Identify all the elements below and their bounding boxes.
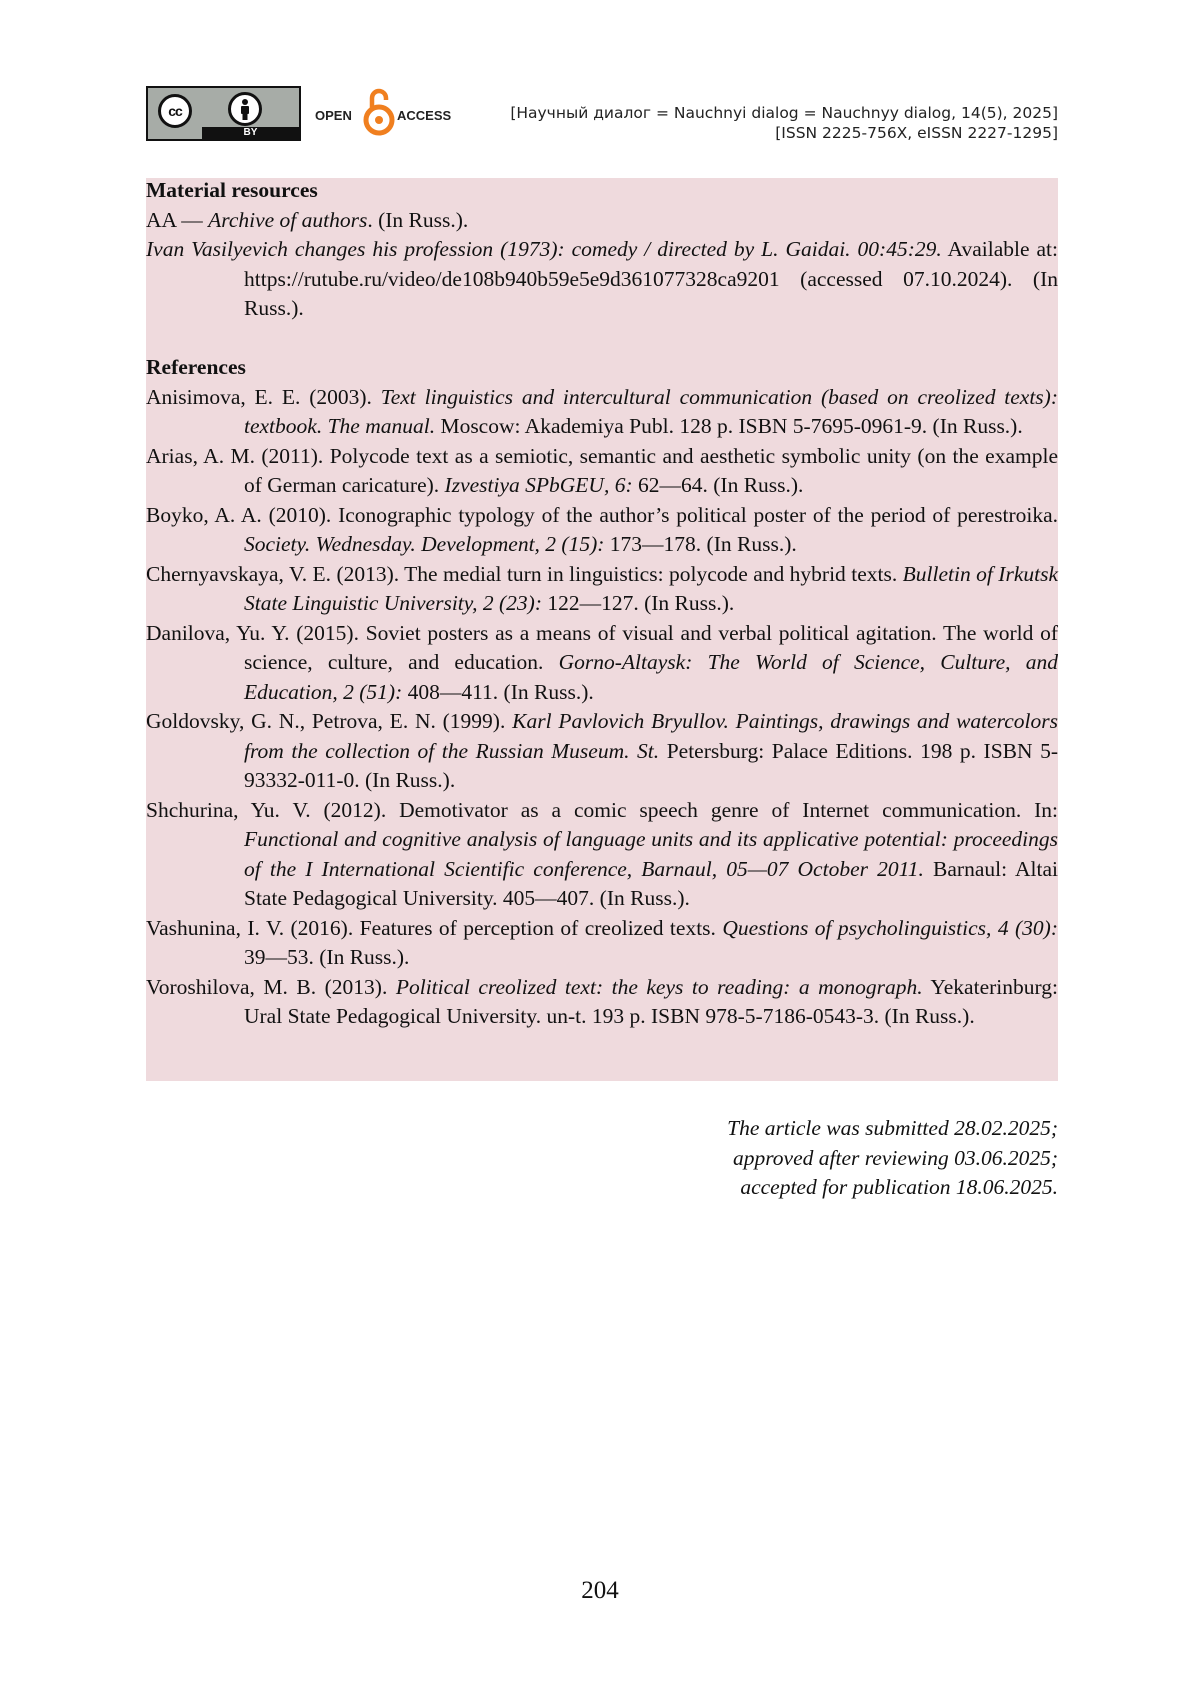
journal-citation-line: [Научный диалог = Nauchnyi dialog = Nauchnyy dialog, 14(5), 2025] xyxy=(510,104,1058,122)
entry-text: . (In Russ.). xyxy=(367,207,469,232)
entry-text: 62—64. (In Russ.). xyxy=(632,473,804,497)
entry-title-italic: Gorno-Altaysk: The World of Science, Culture, and Education, 2 (51): xyxy=(244,650,1058,704)
entry-title-italic: Questions of psycholinguistics, 4 (30): xyxy=(722,915,1058,940)
reference-entry xyxy=(146,501,1058,560)
entry-text: Arias, A. M. (2011). Polycode text as a semiotic, semantic and aesthetic symbolic unity (on the example of German caricature). xyxy=(146,443,1058,497)
entry-text: Chernyavskaya, V. E. (2013). The medial turn in linguistics: polycode and hybrid texts. xyxy=(146,561,903,586)
reference-entry xyxy=(146,383,1058,442)
entry-text: Shchurina, Yu. V. (2012). Demotivator as a comic speech genre of Internet communication. In: xyxy=(146,797,1058,822)
cc-icon: cc xyxy=(158,94,192,128)
entry-title-italic: Political creolized text: the keys to reading: a monograph. xyxy=(395,974,923,999)
entry-text: Moscow: Akademiya Publ. 128 p. ISBN 5-7695-0961-9. (In Russ.). xyxy=(435,414,1023,438)
entry-text: 39—53. (In Russ.). xyxy=(244,945,410,969)
entry-title-italic: Archive of authors xyxy=(208,207,368,232)
entry-text: Boyko, A. A. (2010). Iconographic typology of the author’s political poster of the period of perestroika. xyxy=(146,502,1058,527)
material-resources-heading: Material resources xyxy=(146,178,318,202)
reference-entry xyxy=(146,973,1058,1032)
entry-title-italic: Functional and cognitive analysis of language units and its applicative potential: proceedings of the I International Scientific conference, Barnaul, 05—07 October 2011. xyxy=(244,827,1058,881)
reference-entry xyxy=(146,619,1058,708)
entry-title-italic: Bulletin of Irkutsk State Linguistic University, 2 (23): xyxy=(244,561,1059,615)
reference-entry xyxy=(146,707,1058,796)
entry-text: Available at: https://rutube.ru/video/de108b940b59e5e9d361077328ca9201 (accessed 07.10.2024). (In Russ.). xyxy=(244,237,1058,320)
entry-title-italic: Society. Wednesday. Development, 2 (15): xyxy=(244,532,605,556)
material-resource-entry xyxy=(146,235,1058,324)
entry-title-italic: Karl Pavlovich Bryullov. Paintings, drawings and watercolors from the collection of the Russian Museum. St. xyxy=(244,709,1059,763)
open-access-right-text: ACCESS xyxy=(397,108,452,123)
entry-text: Barnaul: Altai State Pedagogical University. 405—407. (In Russ.). xyxy=(244,856,1058,910)
entry-title-italic: Izvestiya SPbGEU, 6: xyxy=(444,473,633,497)
reference-entry xyxy=(146,560,1058,619)
bibliography xyxy=(146,176,1058,1032)
entry-text: 408—411. (In Russ.). xyxy=(402,679,594,704)
reference-entry xyxy=(146,442,1058,501)
material-resource-entry xyxy=(146,206,1058,236)
reference-entry xyxy=(146,796,1058,914)
references-list xyxy=(146,383,1058,1032)
open-lock-icon xyxy=(363,86,395,138)
accepted-date: accepted for publication 18.06.2025. xyxy=(740,1175,1058,1199)
submitted-date: The article was submitted 28.02.2025; xyxy=(727,1116,1058,1140)
page-number: 204 xyxy=(581,1577,619,1604)
entry-text: Voroshilova, M. B. (2013). xyxy=(146,974,396,999)
by-label: BY xyxy=(202,127,299,139)
person-icon xyxy=(228,92,262,126)
entry-text: Anisimova, E. E. (2003). xyxy=(146,384,381,409)
approved-date: approved after reviewing 03.06.2025; xyxy=(732,1145,1058,1170)
entry-text: Yekaterinburg: Ural State Pedagogical University. un-t. 193 p. ISBN 978-5-7186-0543-3. (In Russ.). xyxy=(244,974,1058,1028)
entry-title-italic: Text linguistics and intercultural communication (based on creolized texts): textbook. The manual. xyxy=(244,384,1058,438)
references-heading: References xyxy=(146,355,246,379)
journal-citation xyxy=(510,103,1058,143)
entry-text: Danilova, Yu. Y. (2015). Soviet posters as a means of visual and verbal political agitation. The world of science, culture, and education. xyxy=(146,620,1058,674)
open-access-left-text: OPEN xyxy=(315,108,352,123)
reference-entry xyxy=(146,914,1058,973)
entry-text: 173—178. (In Russ.). xyxy=(604,532,797,556)
entry-text: 122—127. (In Russ.). xyxy=(541,591,735,615)
entry-text: Goldovsky, G. N., Petrova, E. N. (1999). xyxy=(146,709,513,733)
open-access-logo xyxy=(315,86,465,138)
entry-text: Petersburg: Palace Editions. 198 p. ISBN 5-93332-011-0. (In Russ.). xyxy=(244,738,1058,792)
entry-text: Vashunina, I. V. (2016). Features of perception of creolized texts. xyxy=(146,915,723,940)
entry-title-italic: Ivan Vasilyevich changes his profession (1973): comedy / directed by L. Gaidai. 00:45:29. xyxy=(146,237,942,261)
submission-dates xyxy=(727,1114,1058,1203)
material-resources-list xyxy=(146,206,1058,324)
entry-text: AA — xyxy=(146,207,209,232)
cc-by-license-badge xyxy=(146,86,301,141)
issn-line: [ISSN 2225-756X, eISSN 2227-1295] xyxy=(775,124,1058,142)
